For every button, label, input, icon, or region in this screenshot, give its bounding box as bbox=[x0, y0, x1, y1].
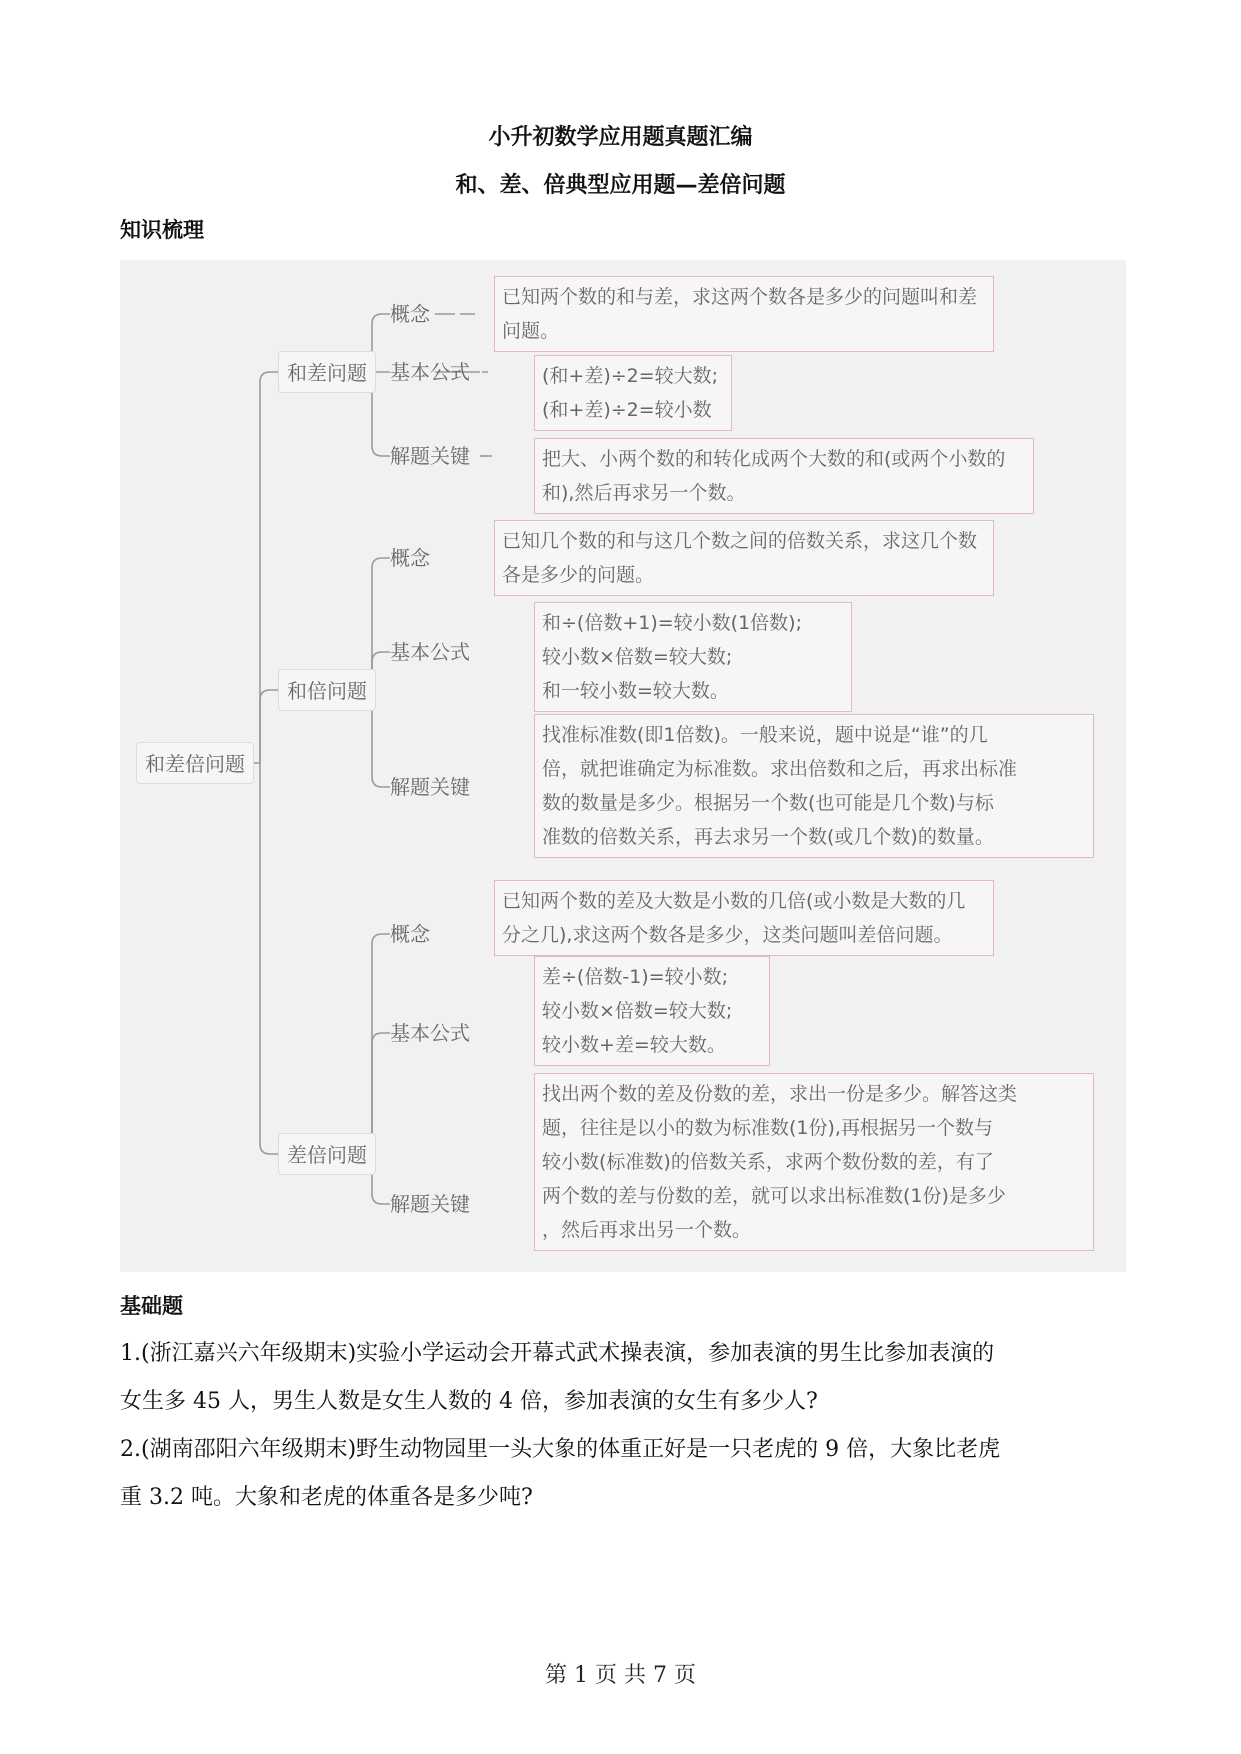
document-subtitle: 和、差、倍典型应用题—差倍问题 bbox=[455, 173, 786, 198]
content-line: 和),然后再求另一个数。 bbox=[542, 482, 746, 504]
question-line: 重 3.2 吨。大象和老虎的体重各是多少吨? bbox=[120, 1485, 533, 1510]
question-2 bbox=[120, 1426, 1128, 1522]
content-line: 数的数量是多少。根据另一个数(也可能是几个数)与标 bbox=[542, 792, 994, 814]
content-line: ，然后再求出另一个数。 bbox=[542, 1219, 752, 1241]
content-line: 较小数×倍数=较大数; bbox=[542, 646, 733, 668]
mind-map-content-box bbox=[534, 602, 852, 712]
mind-map-label-concept: 概念 bbox=[390, 546, 430, 570]
mind-map-label-key: 解题关键 bbox=[390, 775, 470, 799]
content-line: 较小数(标准数)的倍数关系，求两个数份数的差，有了 bbox=[542, 1151, 994, 1173]
content-line: 两个数的差与份数的差，就可以求出标准数(1份)是多少 bbox=[542, 1185, 1006, 1207]
content-line: 分之几),求这两个数各是多少，这类问题叫差倍问题。 bbox=[502, 924, 953, 946]
content-line: 各是多少的问题。 bbox=[502, 564, 655, 586]
document-title: 小升初数学应用题真题汇编 bbox=[488, 125, 753, 150]
mind-map-group-difference-multiple: 差倍问题 bbox=[278, 1133, 376, 1175]
content-line: 已知两个数的和与差，求这两个数各是多少的问题叫和差 bbox=[502, 286, 978, 308]
mind-map-label-concept: 概念 bbox=[390, 302, 430, 326]
section-heading-knowledge: 知识梳理 bbox=[120, 218, 204, 242]
question-line: 女生多 45 人，男生人数是女生人数的 4 倍，参加表演的女生有多少人? bbox=[120, 1389, 818, 1414]
mind-map-content-box bbox=[534, 1073, 1094, 1251]
content-line: 较小数+差=较大数。 bbox=[542, 1034, 726, 1056]
content-line: 题，往往是以小的数为标准数(1份),再根据另一个数与 bbox=[542, 1117, 993, 1139]
mind-map-content-box bbox=[534, 438, 1034, 514]
content-line: 倍，就把谁确定为标准数。求出倍数和之后，再求出标准 bbox=[542, 758, 1018, 780]
content-line: 和÷(倍数+1)=较小数(1倍数); bbox=[542, 612, 802, 634]
mind-map-content-box bbox=[494, 880, 994, 956]
mind-map-label-formula: 基本公式 bbox=[390, 1021, 470, 1045]
content-line: 找准标准数(即1倍数)。一般来说，题中说是“谁”的几 bbox=[542, 724, 988, 746]
question-line: 1.(浙江嘉兴六年级期末)实验小学运动会开幕式武术操表演，参加表演的男生比参加表演的 bbox=[120, 1341, 995, 1366]
mind-map bbox=[120, 260, 1126, 1272]
mind-map-label-formula: 基本公式 bbox=[390, 640, 470, 664]
content-line: (和+差)÷2=较小数 bbox=[542, 399, 712, 421]
content-line: 找出两个数的差及份数的差，求出一份是多少。解答这类 bbox=[542, 1083, 1018, 1105]
content-line: 和一较小数=较大数。 bbox=[542, 680, 729, 702]
mind-map-label-concept: 概念 bbox=[390, 922, 430, 946]
mind-map-label-formula: 基本公式 bbox=[390, 360, 470, 384]
mind-map-content-box bbox=[534, 714, 1094, 858]
mind-map-root: 和差倍问题 bbox=[136, 742, 254, 784]
content-line: (和+差)÷2=较大数; bbox=[542, 365, 719, 387]
content-line: 差÷(倍数-1)=较小数; bbox=[542, 966, 729, 988]
content-line: 问题。 bbox=[502, 320, 560, 342]
content-line: 准数的倍数关系，再去求另一个数(或几个数)的数量。 bbox=[542, 826, 994, 848]
content-line: 已知几个数的和与这几个数之间的倍数关系，求这几个数 bbox=[502, 530, 978, 552]
mind-map-group-sum-difference: 和差问题 bbox=[278, 351, 376, 393]
content-line: 较小数×倍数=较大数; bbox=[542, 1000, 733, 1022]
question-line: 2.(湖南邵阳六年级期末)野生动物园里一头大象的体重正好是一只老虎的 9 倍，大象比老虎 bbox=[120, 1437, 1001, 1462]
mind-map-content-box bbox=[494, 520, 994, 596]
section-heading-basic: 基础题 bbox=[120, 1294, 183, 1318]
mind-map-content-box bbox=[534, 355, 732, 431]
page-number: 第 1 页 共 7 页 bbox=[545, 1663, 696, 1688]
mind-map-label-key: 解题关键 bbox=[390, 1192, 470, 1216]
mind-map-content-box bbox=[494, 276, 994, 352]
mind-map-content-box bbox=[534, 956, 770, 1066]
content-line: 把大、小两个数的和转化成两个大数的和(或两个小数的 bbox=[542, 448, 1006, 470]
mind-map-group-sum-multiple: 和倍问题 bbox=[278, 669, 376, 711]
content-line: 已知两个数的差及大数是小数的几倍(或小数是大数的几 bbox=[502, 890, 966, 912]
mind-map-label-key: 解题关键 bbox=[390, 444, 470, 468]
question-1 bbox=[120, 1330, 1128, 1426]
